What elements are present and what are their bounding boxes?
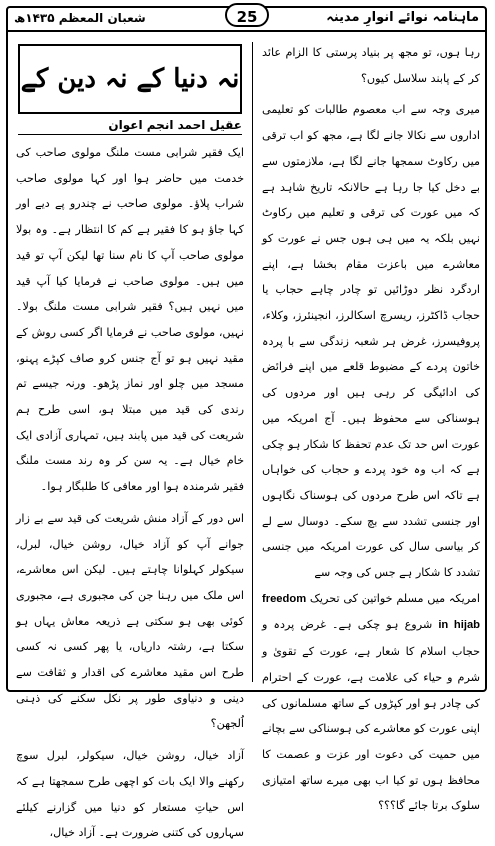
author-byline xyxy=(18,118,242,135)
left-column xyxy=(16,140,244,846)
author-name: عقیل احمد انجم اعوان xyxy=(18,118,242,135)
column-divider xyxy=(252,42,253,682)
paragraph: رہا ہوں، تو مجھ پر بنیاد پرستی کا الزام عائد کر کے پابند سلاسل کیوں؟ xyxy=(262,46,480,85)
movement-intro: امریکہ میں مسلم خواتین کی تحریک xyxy=(309,591,480,605)
paragraph-continuation: شروع ہو چکی ہے۔ غرض پردہ و حجاب اسلام کا شعار ہے، عورت کے تقویٰ و شرم و حیاء کی علامت ہے، عورت کے احترام کی چادر ہو اور کپڑوں کے ساتھ مسلمانوں کی اپنی عورت کو معاشرے کی ہوسناکی سے بچانے میں حمیت کی دعوت اور عزت و عصمت کا محافظ ہوں تو کیا اب بھی میرے ساتھ امتیازی سلوک برتا جائے گا؟؟؟ xyxy=(262,618,480,813)
paragraph: اس دور کے آزاد منش شریعت کی قید سے بے زار جوانے آپ کو آزاد خیال، روشن خیال، لبرل، سیکولر کہلوانا چاہتے ہیں۔ لیکن اس معاشرے، اس ملک میں رہنا جن کی مجبوری ہے، مجبوری کوئی بھی ہو سکتی ہے ذریعہ معاش یہاں ہو سکتا ہے، رشتہ داریاں، یا پھر کسی نہ کسی طرح اس مقید معاشرے کی اقدار و ثقافت سے دینی و دنیاوی طور پر نکل سکنے کی ذہنی اُلجھن؟ xyxy=(16,511,244,731)
right-column xyxy=(262,40,480,819)
paragraph: آزاد خیال، روشن خیال، سیکولر، لبرل سوچ رکھنے والا ایک بات کو اچھی طرح سمجھتا ہے کہ اس حیاتِ مستعار کو دنیا میں گزارنے کیلئے سہاروں کی کتنی ضرورت ہے۔ آزاد خیال، xyxy=(16,749,244,840)
article-title: نہ دنیا کے نہ دین کے xyxy=(20,64,240,94)
paragraph xyxy=(262,586,480,819)
paragraph: ایک فقیر شرابی مست ملنگ مولوی صاحب کی خدمت میں حاضر ہوا اور کہا مولوی صاحب شراب پلاؤ۔ مولوی صاحب نے چندرو پے دیے اور کہا جاؤ ہو کا فقیر ہے کم کا انتظار ہے۔ وہ بولا مولوی صاحب آپ کا نام سنا تھا لیکن آپ تو قید میں ہیں۔ مولوی صاحب نے فرمایا کیا آپ قید میں نہیں ہیں؟ فقیر شرابی مست ملنگ بولا۔ نہیں، مولوی صاحب نے فرمایا اگر کسی روش کے مقید نہیں ہو تو آج جنس کرو صاف کپڑے پہنو، مسجد میں چلو اور نماز پڑھو۔ ورنہ جیسے تم رندی کی قید میں مبتلا ہو، اسی طرح ہم شریعت کی قید میں پابند ہیں، تمہاری آزادی ایک خام خیال ہے۔ یہ سن کر وہ رند مست ملنگ فقیر شرمندہ ہوا اور معافی کا طلبگار ہوا۔ xyxy=(16,146,244,494)
article-title-box xyxy=(18,44,242,114)
issue-date: شعبان المعظم ۱۴۳۵ھ xyxy=(14,11,146,25)
publication-name: ماہنامہ نوائے انوارِ مدینہ xyxy=(326,10,479,25)
paragraph: میری وجہ سے اب معصوم طالبات کو تعلیمی اداروں سے نکالا جانے لگا ہے، مجھ کو اب ترقی میں رکاوٹ سمجھا جانے لگا ہے، ملازمتوں سے بے دخل کیا جا رہا ہے حالانکہ تاریخ شاہد ہے کہ میں عورت کی ترقی و تعلیم میں رکاوٹ نہیں بلکہ یہ میں ہی ہوں جس نے عورت کو معاشرے میں باعزت مقام بخشا ہے، اپنے اردگرد نظر دوڑائیں تو چادر چاہے حجاب یا حجاب ڈاکٹرز، ریسرچ اسکالرز، انجینئرز، وکلاء، پروفیسرز، غرض ہر شعبہ زندگی سے با پردہ خاتون پردے کے مضبوط قلعے میں اپنے فرائض کی ادائیگی کر رہی ہیں اور مردوں کی ہوسناکی سے محفوظ ہیں۔ آج امریکہ میں عورت اس حد تک عدم تحفظ کا شکار ہو چکی ہے کہ اب وہ خود پردے و حجاب کی خواہاں ہے تاکہ اس طرح مردوں کی ہوسناک نگاہوں اور جنسی تشدد سے بچ سکے۔ دوسال سے لے کر بیاسی سال کی عورت امریکہ میں جنسی تشدد کا شکار ہے جس کی وجہ سے xyxy=(262,103,480,580)
page-number: 25 xyxy=(225,3,269,27)
freedom-in-hijab-text: freedom in hijab xyxy=(262,592,480,632)
